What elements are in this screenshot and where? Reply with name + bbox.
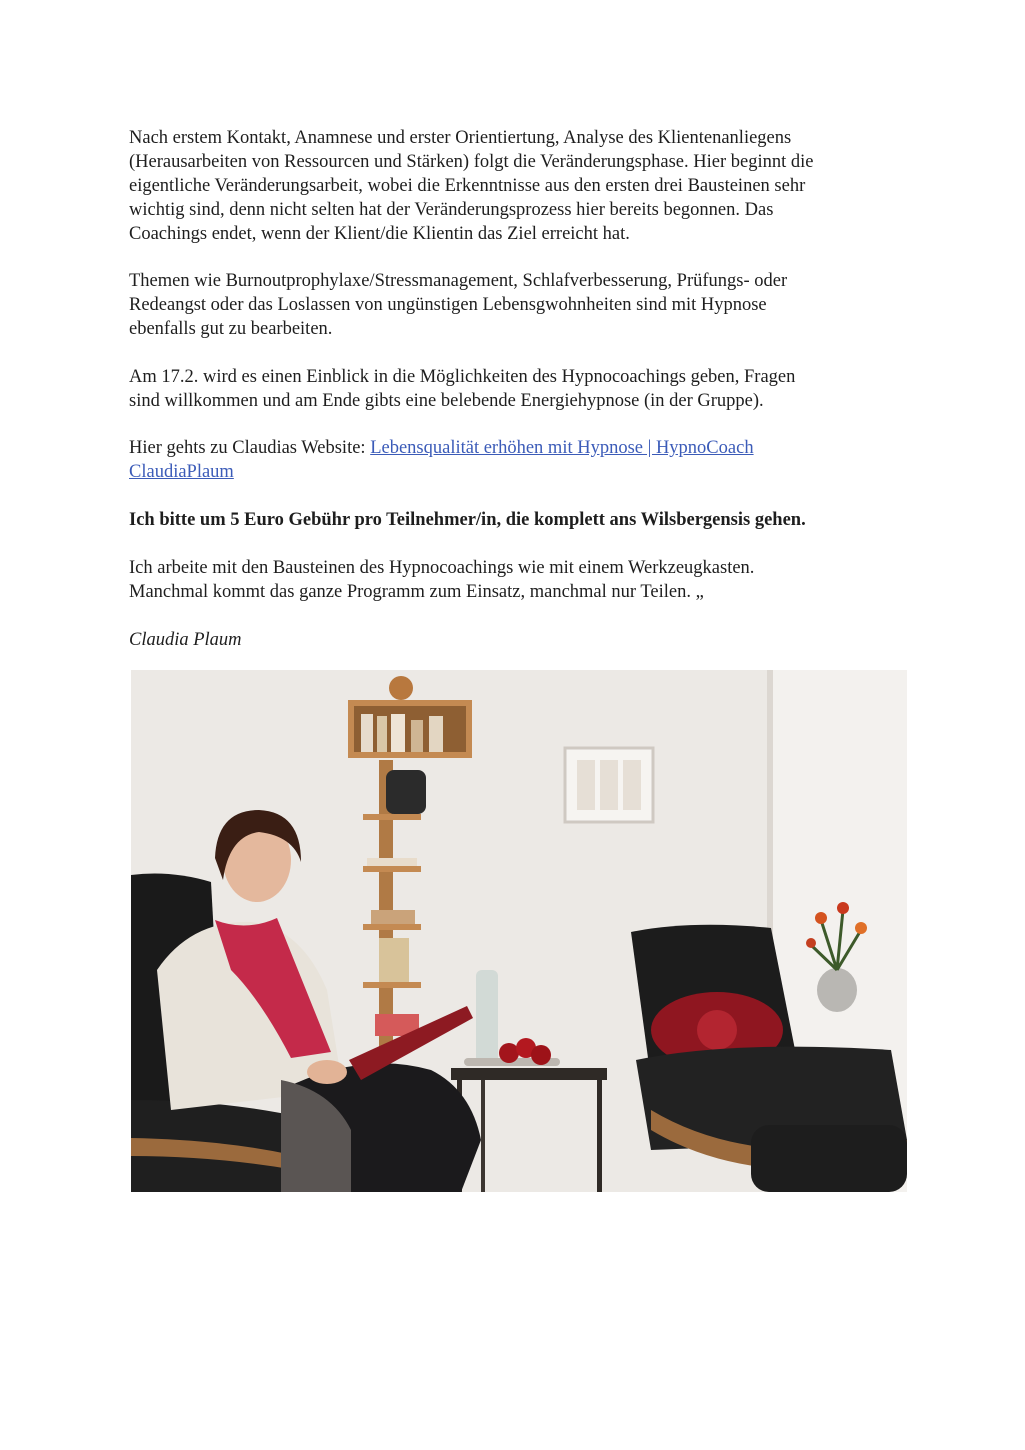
paragraph-process bbox=[129, 126, 909, 246]
flower bbox=[837, 902, 849, 914]
paragraph-toolbox bbox=[129, 556, 909, 604]
text-line: Redeangst oder das Loslassen von ungünstigen Lebensgwohnheiten sind mit Hypnose bbox=[129, 295, 767, 315]
picture-panel bbox=[600, 760, 618, 810]
vase bbox=[817, 968, 857, 1012]
cushion-pattern bbox=[697, 1010, 737, 1050]
shelf-board bbox=[363, 982, 421, 988]
website-link[interactable]: Lebensqualität erhöhen mit Hypnose | HypnoCoach bbox=[370, 438, 754, 458]
side-table-top bbox=[451, 1068, 607, 1080]
shelf-item bbox=[411, 720, 423, 752]
shelf-board bbox=[363, 814, 421, 820]
coaching-room-photo bbox=[131, 670, 907, 1192]
figurine bbox=[389, 676, 413, 700]
text-line: ebenfalls gut zu bearbeiten. bbox=[129, 319, 333, 339]
table-leg bbox=[597, 1080, 602, 1192]
apple bbox=[531, 1045, 551, 1065]
shelf-item bbox=[361, 714, 373, 752]
picture-panel bbox=[623, 760, 641, 810]
text-line bbox=[129, 436, 909, 460]
shelf-item bbox=[391, 714, 405, 752]
text-line bbox=[129, 460, 909, 484]
woman-hand bbox=[307, 1060, 347, 1084]
paragraph-website bbox=[129, 436, 909, 484]
text-line: Ich bitte um 5 Euro Gebühr pro Teilnehmer/in, die komplett ans Wilsbergensis gehen. bbox=[129, 510, 806, 530]
speaker bbox=[386, 770, 426, 814]
text-line: Ich arbeite mit den Bausteinen des Hypnocoachings wie mit einem Werkzeugkasten. bbox=[129, 558, 755, 578]
picture-panel bbox=[577, 760, 595, 810]
shelf-board bbox=[363, 924, 421, 930]
paragraph-event bbox=[129, 365, 909, 413]
text-line: Am 17.2. wird es einen Einblick in die Möglichkeiten des Hypnocoachings geben, Fragen bbox=[129, 367, 796, 387]
signature-name: Claudia Plaum bbox=[129, 630, 242, 650]
text-line: Manchmal kommt das ganze Programm zum Einsatz, manchmal nur Teilen. „ bbox=[129, 582, 704, 602]
table-leg bbox=[481, 1080, 485, 1192]
shelf-box-small bbox=[371, 910, 415, 924]
paragraph-themes bbox=[129, 269, 909, 341]
shelf-item bbox=[377, 716, 387, 752]
text-line: Themen wie Burnoutprophylaxe/Stressmanagement, Schlafverbesserung, Prüfungs- oder bbox=[129, 271, 788, 291]
shelf-item bbox=[429, 716, 443, 752]
basket bbox=[379, 938, 409, 982]
photo-illustration bbox=[131, 670, 907, 1192]
text-line: Coachings endet, wenn der Klient/die Klientin das Ziel erreicht hat. bbox=[129, 224, 630, 244]
text-line: sind willkommen und am Ende gibts eine belebende Energiehypnose (in der Gruppe). bbox=[129, 391, 764, 411]
website-link-continued[interactable]: ClaudiaPlaum bbox=[129, 462, 234, 482]
text-line: Nach erstem Kontakt, Anamnese und erster Orientiertung, Analyse des Klientenanliegens bbox=[129, 128, 792, 148]
text-line: (Herausarbeiten von Ressourcen und Stärken) folgt die Veränderungsphase. Hier beginnt die bbox=[129, 152, 814, 172]
ottoman bbox=[751, 1125, 907, 1192]
fee-notice bbox=[129, 508, 909, 532]
flower bbox=[855, 922, 867, 934]
text-line: eigentliche Veränderungsarbeit, wobei die Erkenntnisse aus den ersten drei Bausteinen sehr bbox=[129, 176, 806, 196]
shelf-board bbox=[363, 866, 421, 872]
apple bbox=[499, 1043, 519, 1063]
flower bbox=[815, 912, 827, 924]
website-prefix: Hier gehts zu Claudias Website: bbox=[129, 438, 371, 458]
text-line: wichtig sind, denn nicht selten hat der Veränderungsprozess hier bereits begonnen. Das bbox=[129, 200, 774, 220]
water-bottle bbox=[476, 970, 498, 1064]
flower bbox=[806, 938, 816, 948]
signature bbox=[129, 628, 909, 652]
books bbox=[367, 858, 417, 866]
